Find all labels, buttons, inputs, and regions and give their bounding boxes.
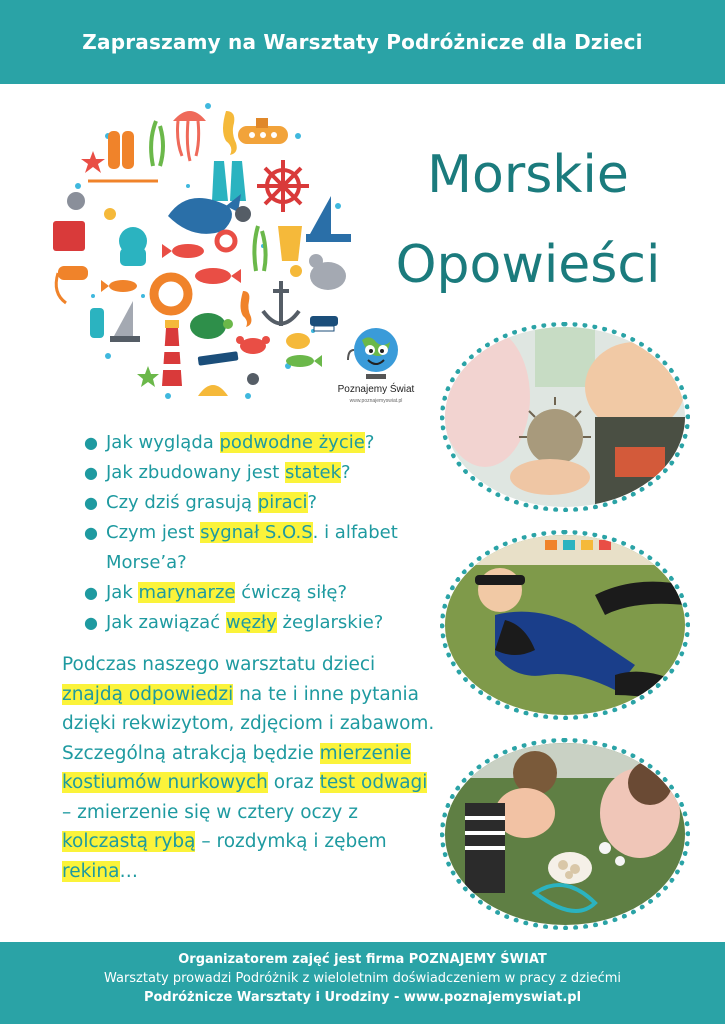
question-list [84, 428, 444, 638]
title-line-1: Morskie [427, 145, 629, 205]
bullet-icon: ● [84, 613, 98, 632]
highlight: węzły [225, 612, 277, 633]
bullet-icon: ● [84, 463, 98, 482]
compass-icon [67, 192, 85, 210]
submarine-icon [238, 118, 288, 144]
sailboat-icon [306, 196, 351, 242]
footer-leader: Warsztaty prowadzi Podróżnik z wieloletnim doświadczeniem w pracy z dziećmi [103, 971, 622, 986]
list-item: ● Czy dziś grasują piraci? [84, 488, 444, 518]
highlight: podwodne życie [219, 432, 365, 453]
lighthouse-icon [162, 320, 182, 386]
lifebuoy-icon [154, 277, 188, 311]
highlight: test odwagi [319, 772, 428, 793]
orange-fish-icon [101, 280, 137, 292]
sea-icons-illustration [48, 96, 358, 406]
sailboat-small-icon [110, 301, 140, 342]
list-item: ● Jak zawiązać węzły żeglarskie? [84, 608, 444, 638]
bullet-icon: ● [84, 523, 98, 542]
puffer-icon [286, 333, 310, 349]
turtle-icon [190, 313, 233, 339]
photo-shells [440, 738, 690, 930]
seahorse-icon [223, 111, 237, 155]
highlight: znajdą odpowiedzi [62, 683, 234, 705]
starfish-icon [81, 151, 105, 173]
anchor-icon [263, 281, 299, 326]
globe-logo-icon [328, 322, 424, 384]
logo-url: www.poznajemyswiat.pl [349, 398, 403, 404]
footer-website: Podróżnicze Warsztaty i Urodziny - www.poznajemyswiat.pl [143, 990, 582, 1005]
footer-organizer: Organizatorem zajęć jest firma POZNAJEMY ŚWIAT [178, 952, 547, 967]
scuba-tank-icon [108, 131, 134, 169]
ship-wheel-icon [257, 160, 309, 212]
pufferfish-icon [290, 265, 302, 277]
telescope-icon [198, 351, 239, 365]
sea-urchin-icon [235, 206, 251, 222]
octopus-icon [119, 227, 147, 266]
crab-icon [236, 336, 270, 354]
highlight: mierzenie kostiumów nurkowych [62, 742, 412, 793]
urchin-bottom-icon [247, 373, 259, 385]
page-title [368, 130, 688, 310]
message-bottle-icon [90, 308, 104, 338]
seagull-icon [309, 254, 346, 290]
small-fish-icon [286, 355, 322, 367]
whale-icon [168, 194, 241, 234]
snorkel-icon [56, 266, 88, 303]
footer-banner [0, 942, 725, 1024]
orange-seahorse-icon [241, 291, 252, 327]
highlight: marynarze [138, 582, 236, 603]
bullet-icon: ● [84, 493, 98, 512]
company-logo [328, 322, 424, 412]
header-title: Zapraszamy na Warsztaty Podróżnicze dla Dzieci [82, 30, 643, 54]
highlight: sygnał S.O.S [200, 522, 313, 543]
photo-pufferfish [440, 322, 690, 512]
bullet-icon: ● [84, 583, 98, 602]
list-item: ● Jak wygląda podwodne życie? [84, 428, 444, 458]
list-item: ● Jak marynarze ćwiczą siłę? [84, 578, 444, 608]
highlight: kolczastą rybą [62, 831, 196, 852]
swim-shorts-icon [53, 221, 85, 251]
flippers-icon [212, 161, 246, 201]
header-banner [0, 0, 725, 84]
starfish-green-icon [137, 366, 159, 387]
lifebuoy-small-icon [217, 232, 235, 250]
photo-wetsuit [440, 530, 690, 720]
highlight: rekina [62, 860, 120, 882]
title-line-2: Opowieści [395, 235, 661, 295]
description-paragraph: Podczas naszego warsztatu dzieci znajdą odpowiedzi na te i inne pytania dzięki rekwizytom, zdjęciom i zabawom. Szczególną atrakcją będzie mierzenie kostiumów nurkowych oraz test odwagi – zmierzenie się w cztery oczy z kolczastą rybą – rozdymką i zębem rekina… [62, 654, 435, 882]
highlight: piraci [257, 492, 308, 513]
shell-icon [104, 208, 116, 220]
swimsuit-icon [278, 226, 302, 261]
list-item: ● Jak zbudowany jest statek? [84, 458, 444, 488]
logo-name: Poznajemy Świat [337, 384, 415, 395]
fish-icon [162, 244, 204, 258]
list-item: ● Czym jest sygnał S.O.S. i alfabet Morse’a? [84, 518, 444, 578]
bullet-icon: ● [84, 433, 98, 452]
scallop-shell-icon [198, 385, 228, 396]
highlight: statek [284, 462, 342, 483]
jellyfish-icon [173, 111, 206, 161]
red-fish-icon [195, 268, 241, 284]
